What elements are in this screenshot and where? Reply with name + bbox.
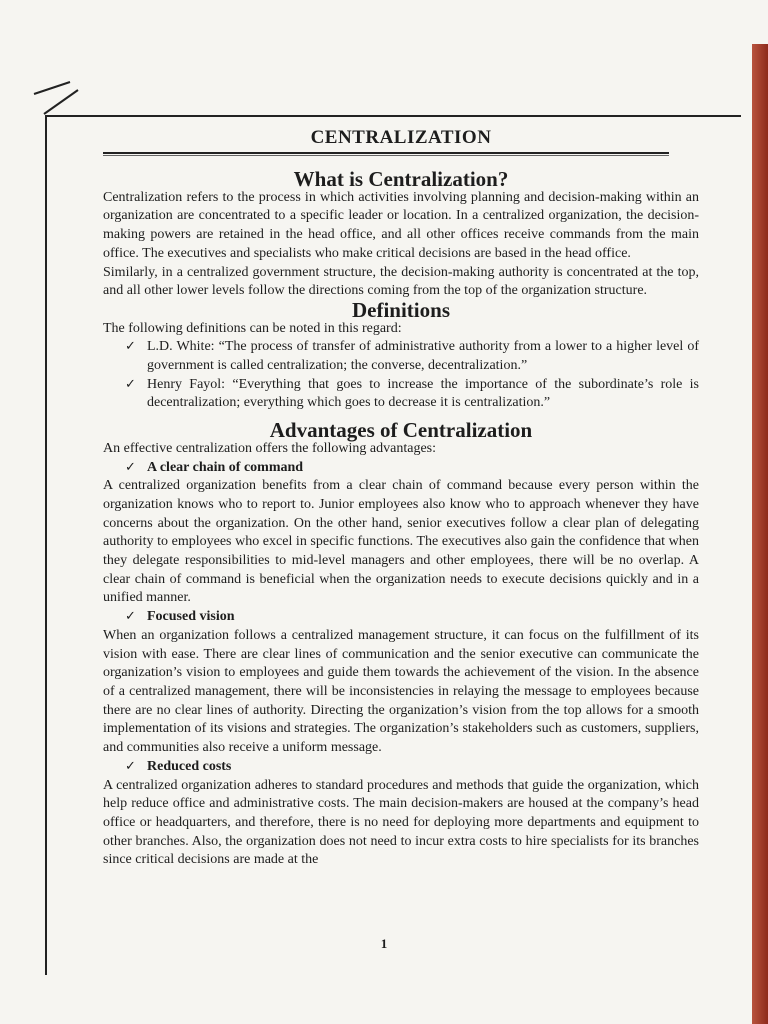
advantage-title [103,758,699,777]
check-icon: ✓ [125,758,136,774]
check-icon: ✓ [125,609,136,625]
definitions-list [103,338,699,413]
title-underline-thin [103,155,669,156]
title-underline [103,152,669,154]
definition-item [103,338,699,375]
advantage-title [103,459,699,478]
document-body [103,126,699,870]
pen-mark [30,76,86,116]
advantage-text: A centralized organization adheres to standard procedures and methods that guide the organization, which help reduce office and administrative costs. The main decision-makers are housed at the company’s head office or headquarters, and therefore, there is no need for deploying more departments and equipment to other branches. Also, the organization does not need to incur extra costs to hire specialists for its branches since critical decisions are made at the [103,777,699,868]
advantage-title-text: Reduced costs [147,758,232,774]
definition-item [103,376,699,413]
heading-what-is-centralization: What is Centralization? [293,167,509,191]
advantage-text: When an organization follows a centralized management structure, it can focus on the fulfillment of its vision with ease. There are clear lines of communication and the senior executive can communicate the organization’s vision to employees and guide them towards the achievement of the vision. In the absence of a centralized management, there will be inconsistencies in relaying the message to employees because there are no clear lines of authority. Directing the organization’s vision from the top allows for a smooth implementation of its visions and strategies. The organization’s stakeholders such as customers, suppliers, and communities also receive a uniform message. [103,627,699,756]
document-title: CENTRALIZATION [310,127,492,148]
paragraph-what-1: Centralization refers to the process in which activities involving planning and decision-making within an organization are concentrated to a specific leader or location. In a centralized organization, the decision-making powers are retained in the head office, and all other offices receive commands from the main office. The executives and specialists who make critical decisions are based in the head office. [103,189,699,261]
paragraph-what-2: Similarly, in a centralized government structure, the decision-making authority is concentrated at the top, and all other lower levels follow the directions coming from the top of the organization structure. [103,264,699,299]
advantage-title [103,608,699,627]
definitions-intro: The following definitions can be noted in this regard: [103,320,402,336]
heading-definitions: Definitions [351,297,450,322]
page-number: 1 [380,936,388,951]
definition-text: Henry Fayol: “Everything that goes to increase the importance of the subordinate’s role is decentralization; everything which goes to decrease it is centralization.” [147,376,699,411]
check-icon: ✓ [125,376,136,392]
advantages-intro: An effective centralization offers the following advantages: [103,440,437,456]
advantage-title-text: A clear chain of command [147,459,304,475]
page-edge-red [752,44,768,1024]
frame-border-left [45,115,47,975]
frame-border-top [47,115,741,117]
advantage-title-text: Focused vision [147,609,235,625]
check-icon: ✓ [125,339,136,355]
heading-advantages: Advantages of Centralization [269,418,533,443]
advantage-text: A centralized organization benefits from a clear chain of command because every person within the organization knows who to report to. Junior employees also know who to approach whenever they have concerns about the organization. On the other hand, senior executives follow a clear plan of delegating authority to employees who excel in specific functions. The executives also gain the confidence that when they delegate responsibilities to mid-level managers and other employees, there will be no overlap. A clear chain of command is beneficial when the organization needs to execute decisions quickly and in a unified manner. [103,478,699,606]
check-icon: ✓ [125,459,136,475]
definition-text: L.D. White: “The process of transfer of administrative authority from a lower to a higher level of government is called centralization; the converse, decentralization.” [147,339,699,374]
